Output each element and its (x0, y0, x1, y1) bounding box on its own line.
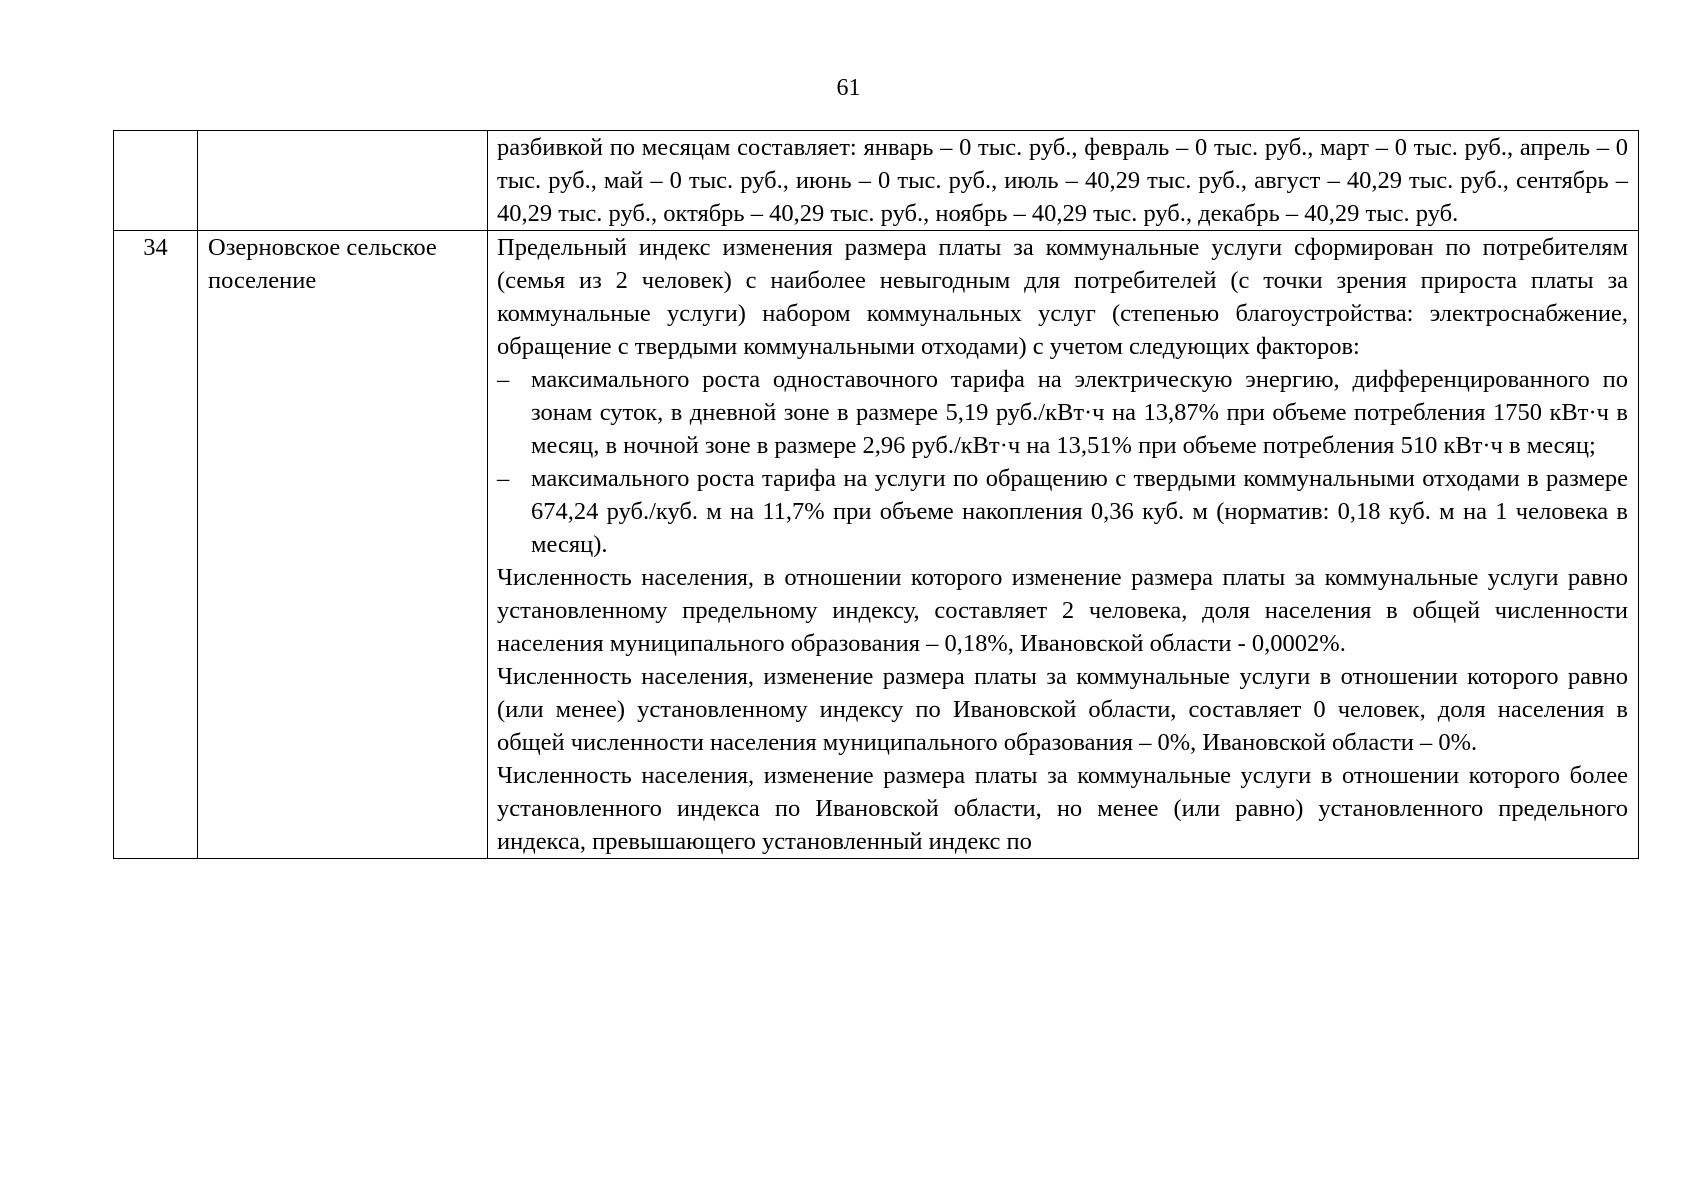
factor-text: максимального роста одноставочного тарифа на электрическую энергию, дифференцированного по зонам суток, в дневной зоне в размере 5,19 руб./кВт·ч на 13,87% при объеме потребления 1750 кВт·ч в месяц, в ночной зоне в размере 2,96 руб./кВт·ч на 13,51% при объеме потребления 510 кВт·ч в месяц; (531, 366, 1628, 459)
factor-text: максимального роста тарифа на услуги по обращению с твердыми коммунальными отходами в размере 674,24 руб./куб. м на 11,7% при объеме накопления 0,36 куб. м (норматив: 0,18 куб. м на 1 человека в месяц). (531, 465, 1628, 558)
table-row (114, 131, 1639, 231)
description-paragraph: Численность населения, изменение размера платы за коммунальные услуги в отношении которого более установленного индекса по Ивановской области, но менее (или равно) установленного предельного индекса, превышающего установленный индекс по (497, 762, 1628, 855)
table-row (114, 231, 1639, 859)
factor-list-item (497, 363, 1628, 462)
factor-list-item (497, 462, 1628, 561)
description-paragraph: Численность населения, в отношении которого изменение размера платы за коммунальные услуги равно установленному предельному индексу, составляет 2 человека, доля населения в общей численности населения муниципального образования – 0,18%, Ивановской области - 0,0002%. (497, 564, 1628, 657)
dash-marker: – (497, 465, 510, 492)
description-cell (488, 231, 1639, 859)
row-number-cell: 34 (114, 231, 198, 859)
document-table (113, 130, 1639, 859)
description-paragraph: Численность населения, изменение размера платы за коммунальные услуги в отношении которого равно (или менее) установленному индексу по Ивановской области, составляет 0 человек, доля населения в общей численности населения муниципального образования – 0%, Ивановской области – 0%. (497, 663, 1628, 756)
settlement-name-cell (198, 131, 488, 231)
dash-marker: – (497, 366, 510, 393)
description-cell (488, 131, 1639, 231)
description-intro: Предельный индекс изменения размера платы за коммунальные услуги сформирован по потребителям (семья из 2 человек) с наиболее невыгодным для потребителей (с точки зрения прироста платы за коммунальные услуги) набором коммунальных услуг (степенью благоустройства: электроснабжение, обращение с твердыми коммунальными отходами) с учетом следующих факторов: (497, 234, 1628, 360)
settlement-name-cell: Озерновское сельское поселение (198, 231, 488, 859)
description-paragraph: разбивкой по месяцам составляет: январь – 0 тыс. руб., февраль – 0 тыс. руб., март – 0 тыс. руб., апрель – 0 тыс. руб., май – 0 тыс. руб., июнь – 0 тыс. руб., июль – 40,29 тыс. руб., август – 40,29 тыс. руб., сентябрь – 40,29 тыс. руб., октябрь – 40,29 тыс. руб., ноябрь – 40,29 тыс. руб., декабрь – 40,29 тыс. руб. (497, 134, 1628, 227)
row-number-cell (114, 131, 198, 231)
page-number: 61 (836, 75, 861, 101)
